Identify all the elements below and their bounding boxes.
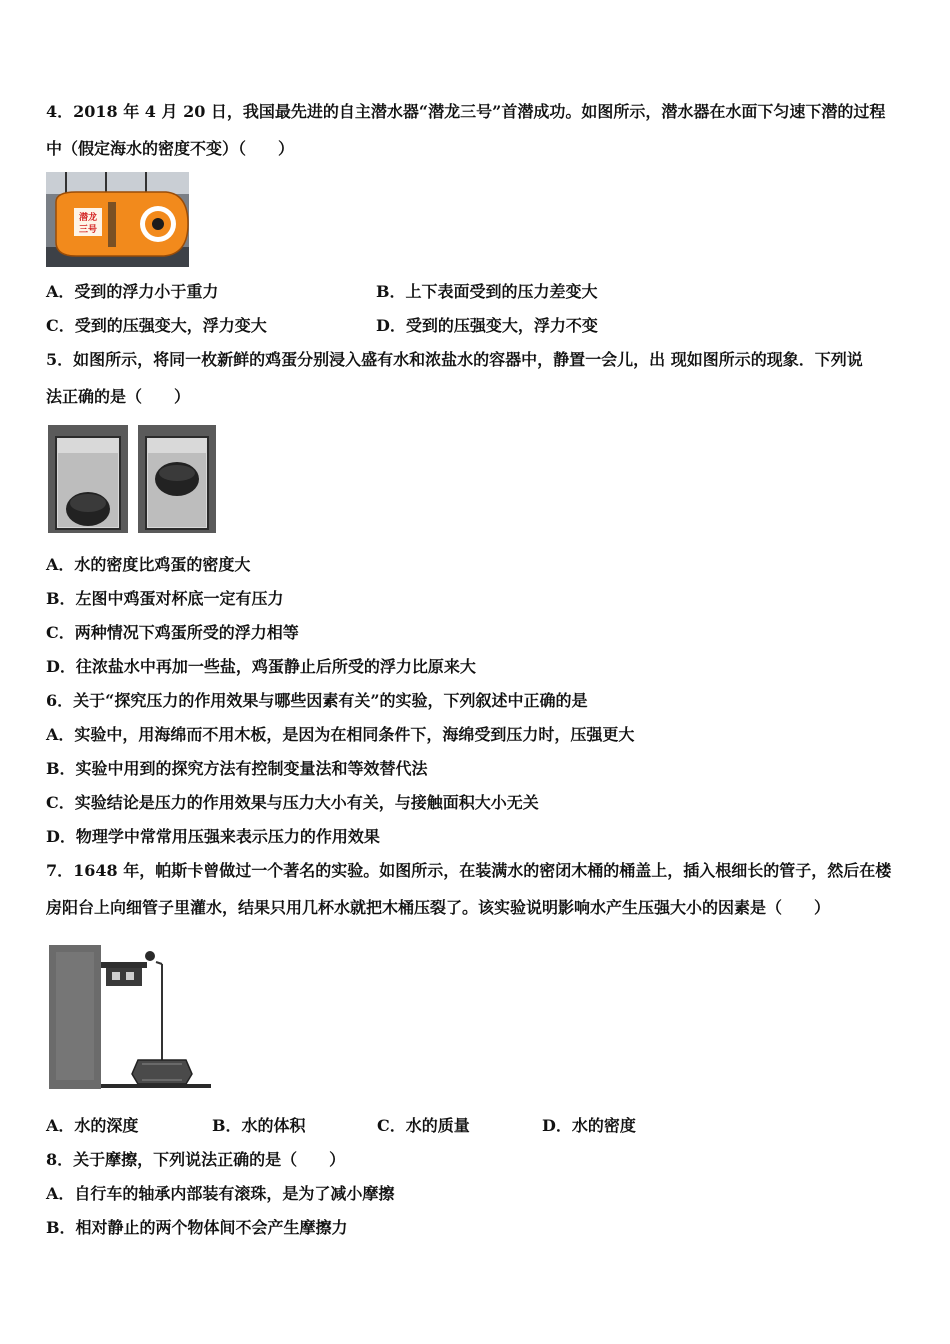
q5-option-c[interactable]: C．两种情况下鸡蛋所受的浮力相等	[46, 623, 299, 642]
submersible-photo	[46, 172, 189, 267]
q5-option-b[interactable]: B．左图中鸡蛋对杯底一定有压力	[46, 589, 284, 608]
right-beaker	[138, 425, 216, 533]
q5-option-a[interactable]: A．水的密度比鸡蛋的密度大	[46, 555, 251, 574]
submersible-label-line1: 潜龙	[78, 213, 98, 223]
q8-stem: 8．关于摩擦，下列说法正确的是（ ）	[46, 1150, 346, 1169]
q4-stem-line2: 中（假定海水的密度不变）（ ）	[46, 139, 295, 158]
egg-beakers-figure	[46, 423, 218, 535]
q4-stem-line1: 4．2018 年 4 月 20 日，我国最先进的自主潜水器“潜龙三号”首潜成功。如图所示，潜水器在水面下匀速下潜的过程	[46, 102, 886, 121]
q7-option-b[interactable]: B．水的体积	[212, 1116, 306, 1135]
q6-option-b[interactable]: B．实验中用到的探究方法有控制变量法和等效替代法	[46, 759, 428, 778]
pascal-barrel-figure	[46, 942, 214, 1092]
q5-option-d[interactable]: D．往浓盐水中再加一些盐，鸡蛋静止后所受的浮力比原来大	[46, 657, 476, 676]
left-beaker	[48, 425, 128, 533]
q7-option-d[interactable]: D．水的密度	[542, 1116, 636, 1135]
q7-option-a[interactable]: A．水的深度	[46, 1116, 139, 1135]
q4-option-c[interactable]: C．受到的压强变大，浮力变大	[46, 316, 267, 335]
q5-stem-line1: 5．如图所示，将同一枚新鲜的鸡蛋分别浸入盛有水和浓盐水的容器中，静置一会儿，出 现如图所示的现象．下列说	[46, 350, 863, 369]
q4-option-b[interactable]: B．上下表面受到的压力差变大	[376, 282, 598, 301]
q4-option-a[interactable]: A．受到的浮力小于重力	[46, 282, 219, 301]
q6-stem: 6．关于“探究压力的作用效果与哪些因素有关”的实验，下列叙述中正确的是	[46, 691, 588, 710]
q6-option-d[interactable]: D．物理学中常常用压强来表示压力的作用效果	[46, 827, 380, 846]
q5-stem-line2: 法正确的是（ ）	[46, 387, 191, 406]
q7-option-c[interactable]: C．水的质量	[377, 1116, 470, 1135]
q6-option-a[interactable]: A．实验中，用海绵而不用木板，是因为在相同条件下，海绵受到压力时，压强更大	[46, 725, 635, 744]
submersible-label-line2: 三号	[78, 225, 98, 235]
q7-stem-line1: 7．1648 年，帕斯卡曾做过一个著名的实验。如图所示，在装满水的密闭木桶的桶盖上，插入根细长的管子，然后在楼	[46, 861, 892, 880]
q4-option-d[interactable]: D．受到的压强变大，浮力不变	[376, 316, 598, 335]
q8-option-b[interactable]: B．相对静止的两个物体间不会产生摩擦力	[46, 1218, 348, 1237]
q8-option-a[interactable]: A．自行车的轴承内部装有滚珠，是为了减小摩擦	[46, 1184, 395, 1203]
q7-stem-line2: 房阳台上向细管子里灌水，结果只用几杯水就把木桶压裂了。该实验说明影响水产生压强大小的因素是（ ）	[46, 898, 831, 917]
q6-option-c[interactable]: C．实验结论是压力的作用效果与压力大小有关，与接触面积大小无关	[46, 793, 539, 812]
